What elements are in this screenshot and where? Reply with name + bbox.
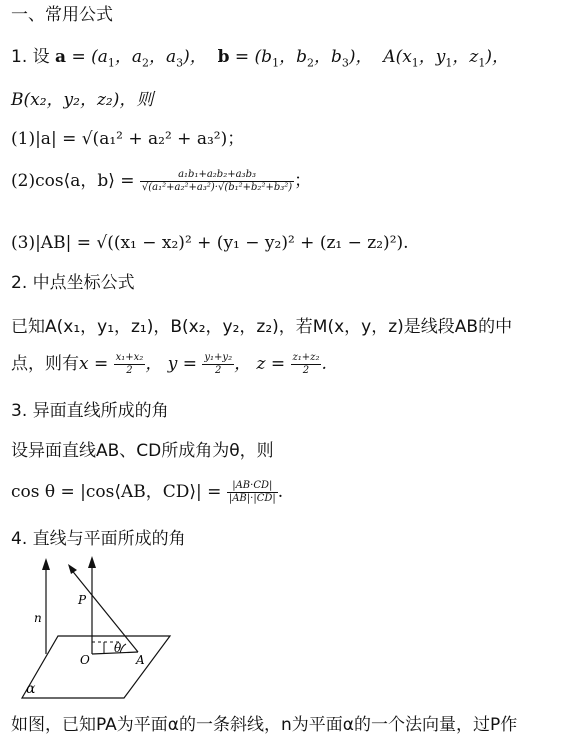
label-p: P (78, 593, 87, 607)
bottom-line: 如图，已知PA为平面α的一条斜线，n为平面α的一个法向量，过P作 (11, 715, 518, 735)
item2-title: 2. 中点坐标公式 (11, 273, 135, 293)
slant-line-pa (70, 568, 138, 652)
item3-formula: cos θ = |cos⟨AB，CD⟩| = $\frac{|AB\cdot CD|}{|AB|\cdot|CD|}$ . (11, 480, 284, 504)
item2-line1: 已知A(x₁，y₁，z₁)，B(x₂，y₂，z₂)，若M(x，y，z)是线段AB的中 (11, 317, 513, 337)
formula-1: (1)|a| = √(a₁² + a₂² + a₃²)； (11, 129, 245, 149)
label-a: A (136, 653, 145, 667)
midpoint-x-fraction: $\frac{\text{x₁+x₂}}{2}$ (115, 352, 144, 376)
item3-formula-prefix: cos θ = |cos⟨AB，CD⟩| = (11, 482, 222, 502)
formula-2-numerator: a₁b₁+a₂b₂+a₃b₃ (178, 169, 256, 180)
line-plane-angle-diagram (20, 556, 250, 706)
label-theta: θ (114, 641, 122, 655)
formula-2: (2)cos⟨a，b⟩ = $\frac{\text{a₁b₁+a₂b₂+a₃b₃}}{\text{√(a₁²+a₂²+a₃²)·√(b₁²+b₂²+b₃²)}}$ ； (11, 169, 312, 193)
section-title: 一、常用公式 (11, 5, 113, 25)
formula-3: (3)|AB| = √((x₁ − x₂)² + (y₁ − y₂)² + (z₁ − z₂)²). (11, 233, 409, 253)
po-arrowhead (88, 556, 96, 568)
label-n: n (34, 611, 42, 625)
item3-title: 3. 异面直线所成的角 (11, 401, 169, 421)
plane-alpha (22, 636, 170, 698)
item3-line1: 设异面直线AB、CD所成角为θ，则 (11, 441, 274, 461)
item1-line: 1. 设 $a = (a_1$，$a_2$，$a_3$)， $b = (b_1$，$b_2$，$b_3$)， $A(x_1$，$y_1$，$z_1$)， (11, 47, 510, 70)
item2-line2-prefix: 点，则有 (11, 354, 79, 374)
item2-line2: 点，则有x = $\frac{\text{x₁+x₂}}{2}$ ， y = $\frac{\text{y₁+y₂}}{2}$ ， z = $\frac{\text{z₁+z₂}}{2}$ . (11, 352, 327, 376)
normal-arrowhead (42, 558, 50, 570)
item3-denominator: |AB|·|CD| (228, 493, 276, 504)
formula-2-fraction (140, 169, 294, 194)
item1-prefix: 1. 设 (11, 47, 50, 67)
midpoint-y-fraction: $\frac{\text{y₁+y₂}}{2}$ (204, 352, 233, 376)
label-alpha: α (26, 681, 36, 697)
item1-continuation: B(x₂，y₂，z₂)，则 (11, 90, 154, 110)
pa-arrowhead (68, 564, 77, 574)
formula-2-prefix: (2)cos⟨a，b⟩ = (11, 171, 135, 191)
item4-title: 4. 直线与平面所成的角 (11, 529, 186, 549)
label-o: O (80, 653, 90, 667)
formula-2-denominator: √(a₁²+a₂²+a₃²)·√(b₁²+b₂²+b₃²) (141, 182, 293, 193)
item3-numerator: |AB·CD| (232, 480, 273, 491)
item3-fraction (227, 480, 278, 505)
midpoint-z-fraction: $\frac{\text{z₁+z₂}}{2}$ (292, 352, 320, 376)
